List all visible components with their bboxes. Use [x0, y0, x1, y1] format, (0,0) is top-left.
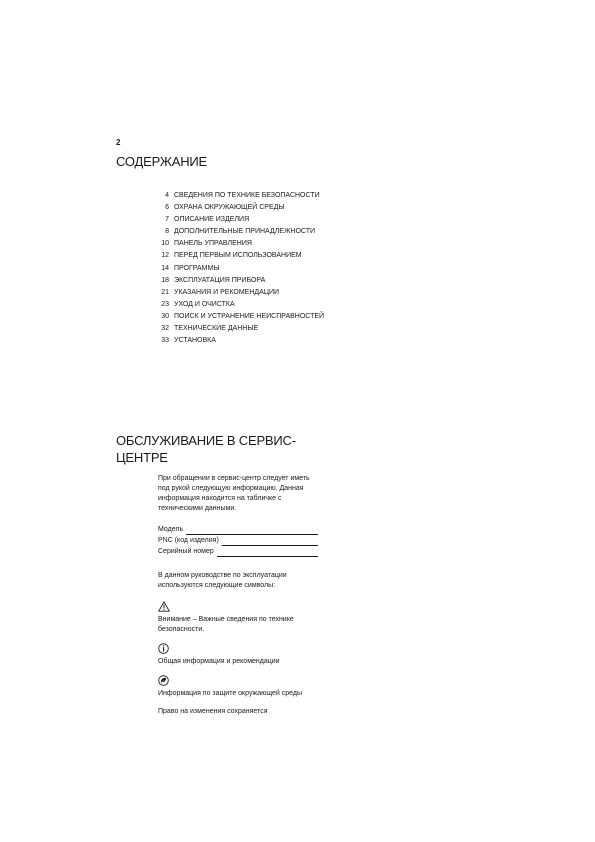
toc-page-number: 7 — [165, 216, 169, 224]
serial-number-field — [158, 546, 318, 557]
toc-item[interactable] — [145, 214, 324, 226]
toc-page-number: 21 — [161, 288, 169, 296]
pnc-field — [158, 535, 318, 546]
toc-item[interactable] — [145, 202, 324, 214]
toc-item-label: УКАЗАНИЯ И РЕКОМЕНДАЦИИ — [174, 288, 280, 296]
toc-page-number: 32 — [161, 325, 169, 333]
toc-item[interactable] — [145, 238, 324, 250]
service-section — [158, 474, 318, 717]
symbols-intro-text: В данном руководстве по эксплуатации используются следующие символы: — [158, 572, 287, 589]
field-label: Серийный номер — [158, 548, 214, 555]
toc-item[interactable] — [145, 323, 324, 335]
toc-page-number: 33 — [161, 337, 169, 345]
toc-item-label: УСТАНОВКА — [174, 337, 216, 345]
service-section-title: ОБСЛУЖИВАНИЕ В СЕРВИС-ЦЕНТРЕ — [116, 433, 296, 465]
environment-symbol-text: Информация по защите окружающей среды — [158, 690, 303, 697]
toc-item[interactable] — [145, 335, 324, 347]
toc-item[interactable] — [145, 311, 324, 323]
toc-item[interactable] — [145, 263, 324, 275]
service-intro-text: При обращении в сервис-центр следует иметь под рукой следующую информацию. Данная информация находится на табличке с техническими данными. — [158, 475, 310, 512]
info-icon — [158, 643, 170, 655]
toc-item-label: ДОПОЛНИТЕЛЬНЫЕ ПРИНАДЛЕЖНОСТИ — [174, 228, 316, 236]
toc-item-label: ПАНЕЛЬ УПРАВЛЕНИЯ — [174, 240, 252, 248]
toc-page-number: 8 — [165, 228, 169, 236]
warning-symbol-text: Внимание – Важные сведения по технике безопасности. — [158, 616, 294, 633]
toc-item[interactable] — [145, 275, 324, 287]
toc-title: СОДЕРЖАНИЕ — [116, 154, 208, 169]
toc-item-label: ОПИСАНИЕ ИЗДЕЛИЯ — [174, 216, 250, 224]
toc-page-number: 12 — [161, 252, 169, 260]
model-field — [158, 524, 318, 535]
pnc-fill-line — [222, 537, 318, 546]
toc-item[interactable] — [145, 299, 324, 311]
environment-symbol-entry — [158, 675, 318, 699]
toc-item-label: ОХРАНА ОКРУЖАЮЩЕЙ СРЕДЫ — [174, 204, 285, 212]
model-fill-line — [186, 526, 318, 535]
toc-item[interactable] — [145, 226, 324, 238]
toc-page-number: 4 — [165, 192, 169, 199]
rights-notice: Право на изменения сохраняется — [158, 708, 268, 715]
toc-item-label: ПЕРЕД ПЕРВЫМ ИСПОЛЬЗОВАНИЕМ — [174, 252, 302, 260]
info-symbol-text: Общая информация и рекомендации — [158, 658, 280, 665]
toc-page-number: 18 — [161, 276, 169, 284]
field-label: PNC (код изделия) — [158, 537, 219, 544]
toc-item-label: ТЕХНИЧЕСКИЕ ДАННЫЕ — [174, 325, 259, 333]
page-number: 2 — [116, 138, 121, 147]
toc-item-label: УХОД И ОЧИСТКА — [174, 300, 235, 308]
toc-page-number: 30 — [161, 312, 169, 320]
toc-item-label: ПРОГРАММЫ — [174, 264, 220, 272]
serial-number-fill-line — [217, 548, 318, 557]
field-label: Модель — [158, 526, 184, 533]
toc-item[interactable] — [145, 190, 324, 202]
info-symbol-entry — [158, 643, 318, 667]
toc-item[interactable] — [145, 287, 324, 299]
toc-page-number: 10 — [161, 240, 169, 248]
toc-item-label: СВЕДЕНИЯ ПО ТЕХНИКЕ БЕЗОПАСНОСТИ — [174, 192, 320, 199]
toc-page-number: 23 — [161, 300, 169, 308]
toc-page-number: 6 — [165, 204, 169, 212]
toc-item-label: ЭКСПЛУАТАЦИЯ ПРИБОРА — [174, 276, 266, 284]
toc-item[interactable] — [145, 250, 324, 262]
toc-page-number: 14 — [161, 264, 169, 272]
warning-triangle-icon — [158, 601, 170, 613]
table-of-contents — [145, 190, 324, 347]
toc-item-label: ПОИСК И УСТРАНЕНИЕ НЕИСПРАВНОСТЕЙ — [174, 312, 325, 320]
warning-symbol-entry — [158, 601, 318, 635]
environment-icon — [158, 675, 170, 687]
